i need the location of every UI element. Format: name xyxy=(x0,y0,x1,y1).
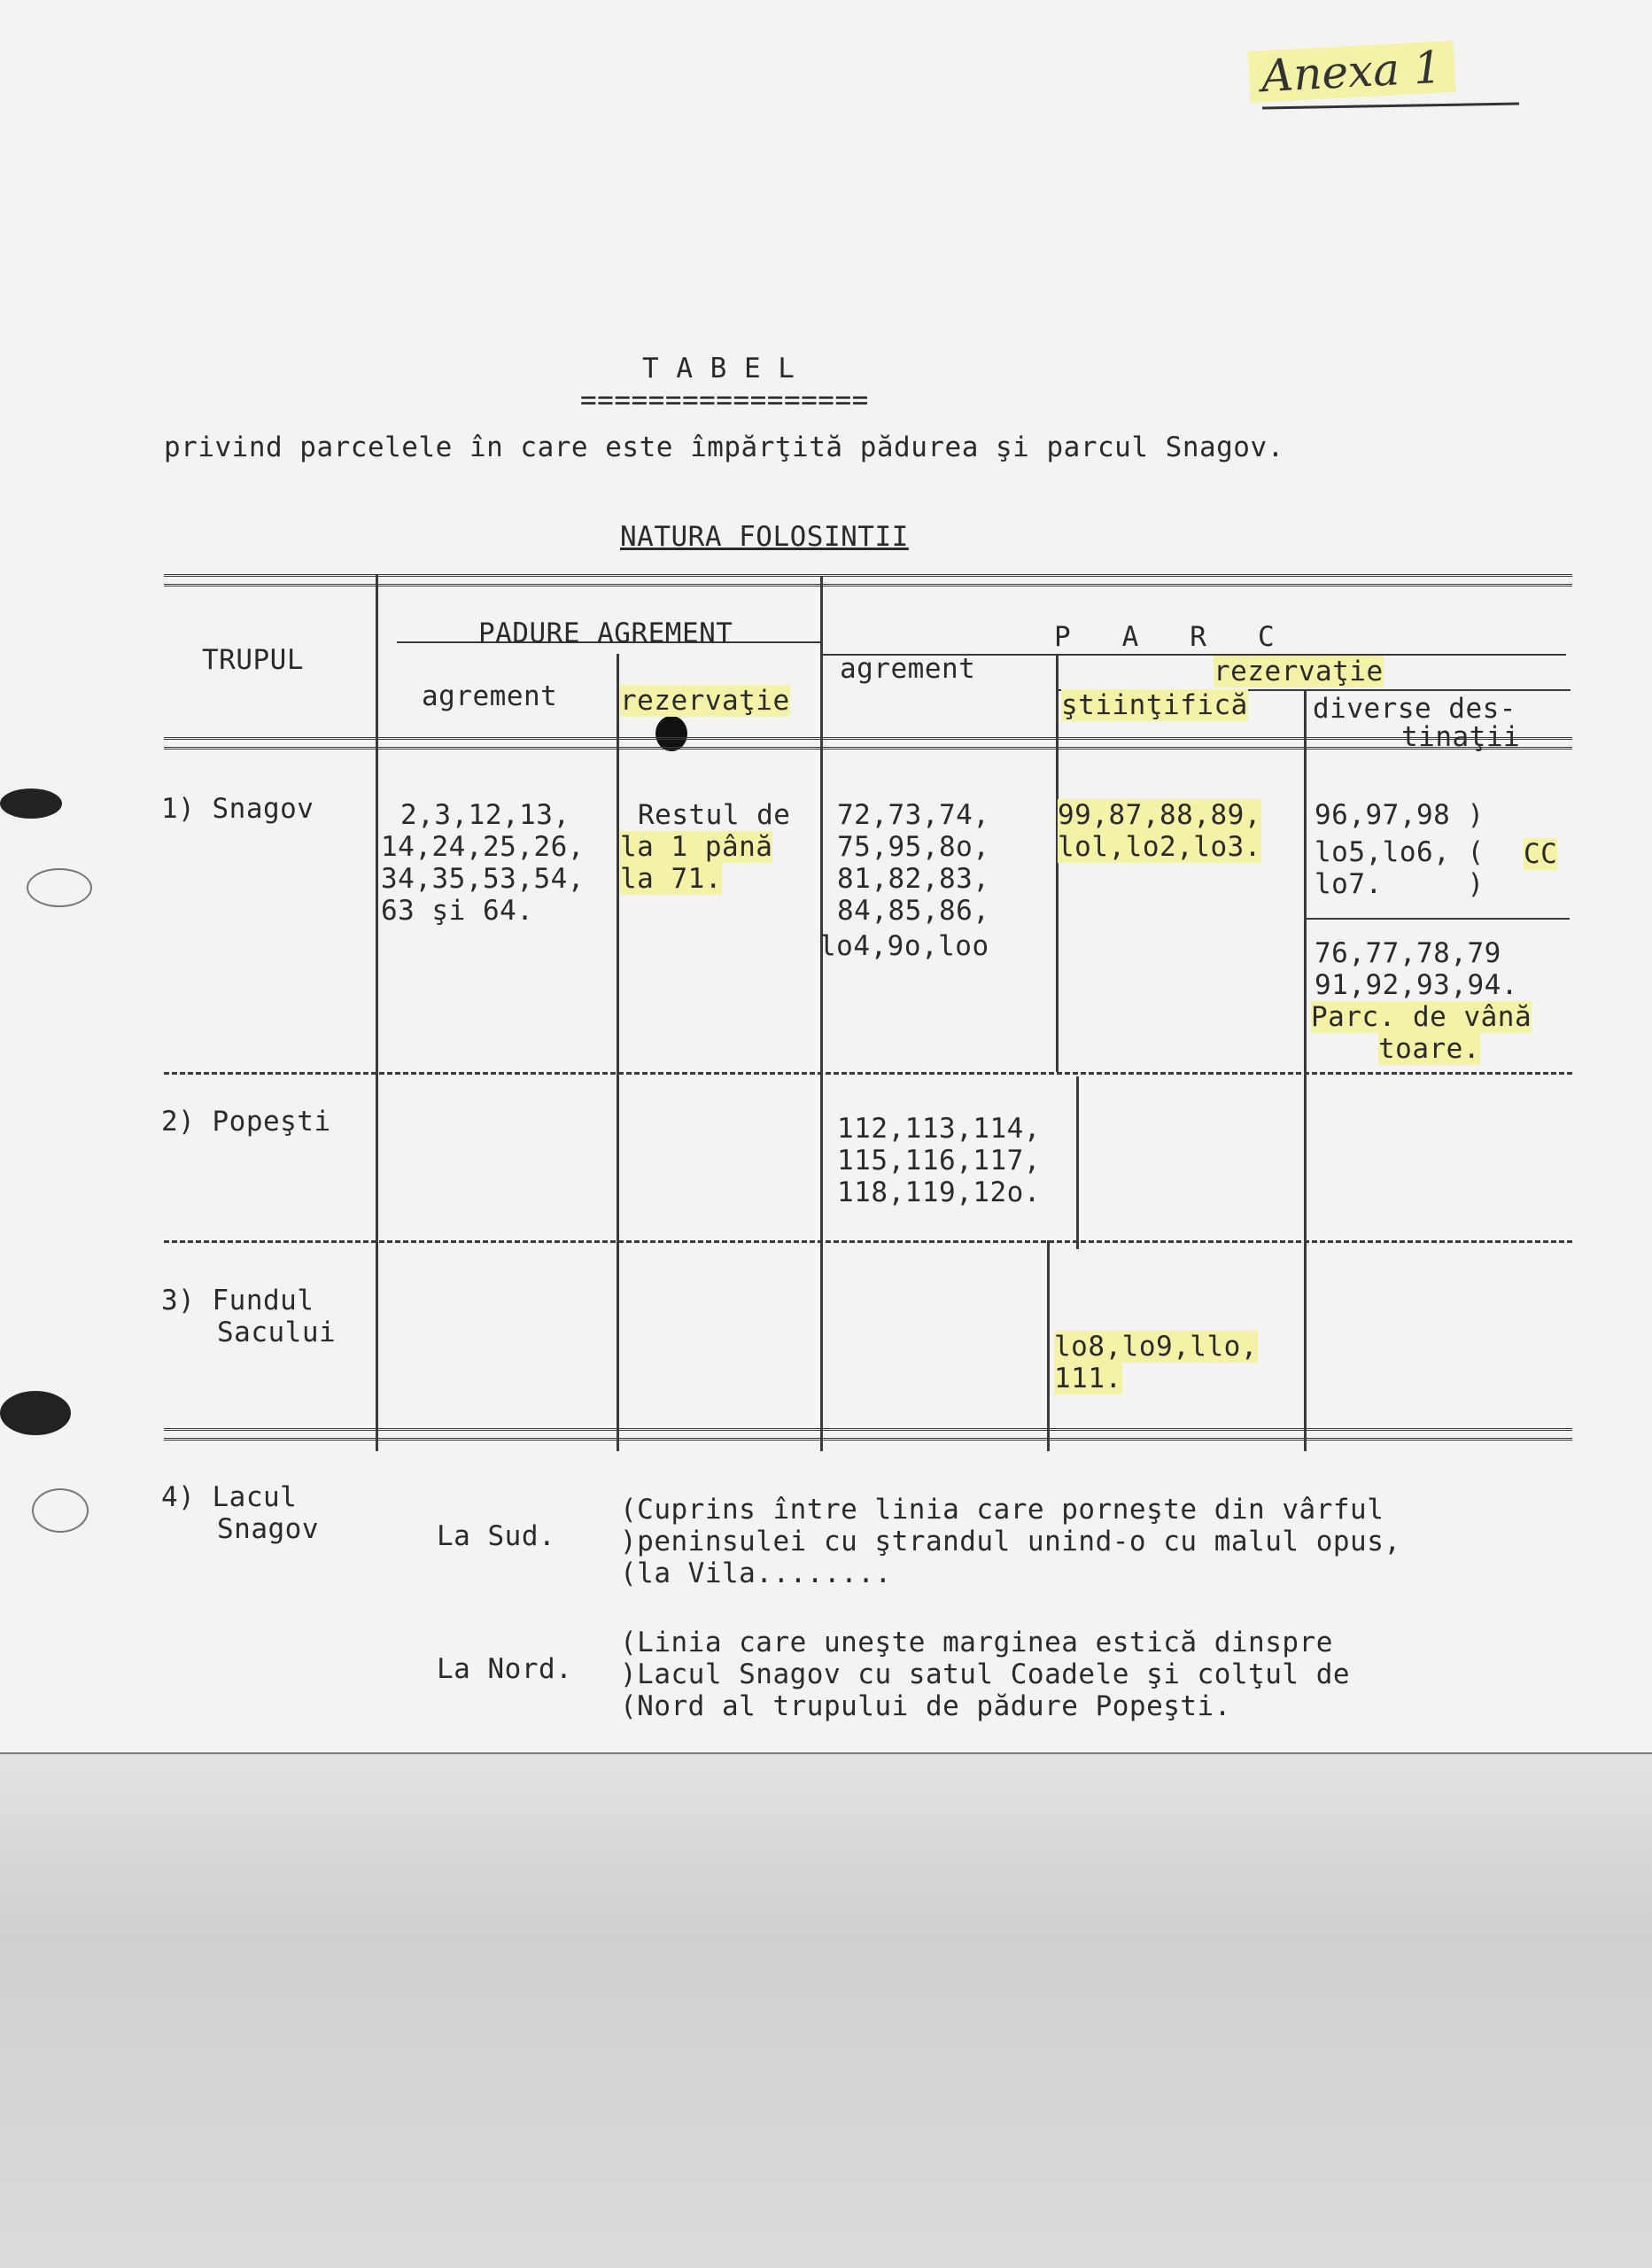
row-label-snagov-lake: Snagov xyxy=(217,1513,319,1545)
cell-line: Parc. de vână xyxy=(1311,1001,1532,1033)
cc-note: CC xyxy=(1524,838,1558,870)
col-divider xyxy=(617,654,619,1451)
header-diverse-1: diverse des- xyxy=(1313,693,1516,725)
cell-line: Restul de xyxy=(638,799,791,831)
cell-line: 84,85,86, xyxy=(837,895,990,927)
cell-line: toare. xyxy=(1378,1033,1480,1065)
header-padure-agrement: PADURE AGREMENT xyxy=(478,617,733,649)
header-rezervatie: rezervaţie xyxy=(620,685,790,717)
cell-line: la 71. xyxy=(620,863,722,895)
header-agrement: agrement xyxy=(422,680,558,712)
cell-line: 14,24,25,26, xyxy=(381,831,585,863)
section-heading: NATURA FOLOSINTII xyxy=(620,521,909,553)
cell-line: 34,35,53,54, xyxy=(381,863,585,895)
sud-text-line: )peninsulei cu ştrandul unind-o cu malul opus, xyxy=(620,1526,1401,1557)
row-label-snagov: 1) Snagov xyxy=(161,793,314,825)
cell-line: 63 şi 64. xyxy=(381,895,534,927)
nord-text-line: (Linia care uneşte marginea estică dinspre xyxy=(620,1627,1333,1658)
scan-fold-line xyxy=(0,1752,1652,1754)
page-title: T A B E L xyxy=(642,353,795,384)
cell-line: 118,119,12o. xyxy=(837,1177,1041,1208)
col-divider xyxy=(1076,1076,1079,1249)
col-divider xyxy=(1056,656,1059,1072)
cell-line: 72,73,74, xyxy=(837,799,990,831)
title-underline: ================= xyxy=(580,384,869,416)
row-label-sacului: Sacului xyxy=(217,1317,337,1348)
la-sud-label: La Sud. xyxy=(437,1520,556,1552)
subtitle: privind parcelele în care este împărţită pădurea şi parcul Snagov. xyxy=(164,431,1284,463)
col-divider xyxy=(1304,689,1307,1451)
row-label-popesti: 2) Popeşti xyxy=(161,1106,331,1138)
header-parc-agrement: agrement xyxy=(840,653,976,685)
sud-text-line: (Cuprins între linia care porneşte din vârful xyxy=(620,1494,1384,1526)
header-stiintifica: ştiinţifică xyxy=(1061,689,1248,721)
scan-shadow xyxy=(0,1754,1652,2268)
col-divider xyxy=(1047,1240,1050,1451)
annotation-underline xyxy=(1262,102,1519,109)
cell-line: 75,95,8o, xyxy=(837,831,990,863)
cell-line: 81,82,83, xyxy=(837,863,990,895)
sud-text-line: (la Vila........ xyxy=(620,1557,892,1589)
cell-line: 111. xyxy=(1054,1363,1122,1394)
cell-line: 91,92,93,94. xyxy=(1315,969,1518,1001)
cell-line: 96,97,98 ) xyxy=(1315,799,1485,831)
cell-line: 99,87,88,89, xyxy=(1058,799,1261,831)
binder-hole xyxy=(0,1391,71,1435)
header-trupul: TRUPUL xyxy=(202,644,304,676)
cell-line: lo4,9o,loo xyxy=(819,930,989,962)
col-divider xyxy=(376,574,378,1451)
cell-line: la 1 până xyxy=(620,831,773,863)
cell-line: 112,113,114, xyxy=(837,1113,1041,1145)
binder-hole xyxy=(32,1488,89,1533)
nord-text-line: (Nord al trupului de pădure Popeşti. xyxy=(620,1690,1231,1722)
cell-line: 76,77,78,79 xyxy=(1315,937,1501,969)
cell-line: 2,3,12,13, xyxy=(400,799,570,831)
nord-text-line: )Lacul Snagov cu satul Coadele şi colţul de xyxy=(620,1658,1351,1690)
cell-line: lo8,lo9,llo, xyxy=(1054,1331,1258,1363)
header-parc-rezervatie: rezervaţie xyxy=(1214,656,1384,687)
cell-line: lo5,lo6, ( xyxy=(1315,836,1485,868)
la-nord-label: La Nord. xyxy=(437,1653,573,1685)
cell-line: lo7. ) xyxy=(1315,868,1485,900)
cell-line: 115,116,117, xyxy=(837,1145,1041,1177)
row-label-fundul: 3) Fundul xyxy=(161,1285,314,1317)
handwritten-annotation: Anexa 1 xyxy=(1248,41,1455,103)
cell-line: lol,lo2,lo3. xyxy=(1058,831,1261,863)
header-parc: P A R C xyxy=(1054,621,1276,653)
binder-hole xyxy=(27,868,92,907)
header-diverse-2: tinaţii xyxy=(1401,721,1521,753)
col-divider xyxy=(820,576,823,1451)
binder-hole xyxy=(0,788,62,819)
diverse-split-rule xyxy=(1304,918,1570,920)
row-label-lacul: 4) Lacul xyxy=(161,1481,298,1513)
